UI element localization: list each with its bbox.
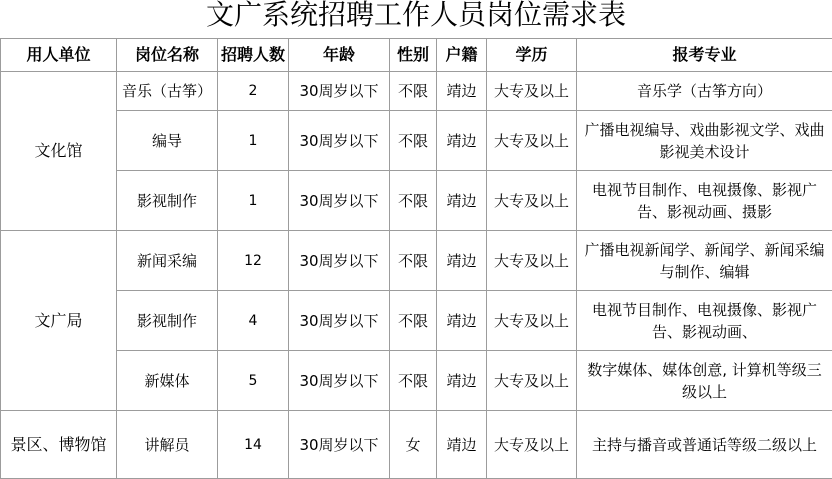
gender-cell: 不限 — [390, 351, 437, 411]
header-hukou: 户籍 — [437, 39, 487, 72]
hukou-cell: 靖边 — [437, 72, 487, 111]
count-cell: 14 — [218, 411, 289, 479]
major-cell: 电视节目制作、电视摄像、影视广告、影视动画、摄影 — [577, 171, 832, 231]
header-major: 报考专业 — [577, 39, 832, 72]
page-title: 文广系统招聘工作人员岗位需求表 — [205, 0, 626, 31]
table-row — [1, 291, 832, 351]
header-count: 招聘人数 — [218, 39, 289, 72]
position-cell: 影视制作 — [117, 171, 218, 231]
major-cell: 广播电视新闻学、新闻学、新闻采编与制作、编辑 — [577, 231, 832, 291]
recruitment-table — [0, 38, 832, 479]
hukou-cell: 靖边 — [437, 171, 487, 231]
table-row — [1, 72, 832, 111]
gender-cell: 女 — [390, 411, 437, 479]
table-row — [1, 231, 832, 291]
header-unit: 用人单位 — [1, 39, 117, 72]
major-cell: 音乐学（古筝方向） — [577, 72, 832, 111]
table-row — [1, 411, 832, 479]
hukou-cell: 靖边 — [437, 231, 487, 291]
gender-cell: 不限 — [390, 171, 437, 231]
count-cell: 1 — [218, 171, 289, 231]
unit-cell: 景区、博物馆 — [1, 411, 117, 479]
header-age: 年龄 — [289, 39, 390, 72]
header-gender: 性别 — [390, 39, 437, 72]
unit-cell: 文化馆 — [1, 72, 117, 231]
major-cell: 电视节目制作、电视摄像、影视广告、影视动画、 — [577, 291, 832, 351]
position-cell: 新媒体 — [117, 351, 218, 411]
education-cell: 大专及以上 — [487, 171, 577, 231]
hukou-cell: 靖边 — [437, 351, 487, 411]
hukou-cell: 靖边 — [437, 411, 487, 479]
count-cell: 5 — [218, 351, 289, 411]
hukou-cell: 靖边 — [437, 291, 487, 351]
major-cell: 广播电视编导、戏曲影视文学、戏曲影视美术设计 — [577, 111, 832, 171]
education-cell: 大专及以上 — [487, 351, 577, 411]
table-row — [1, 171, 832, 231]
count-cell: 2 — [218, 72, 289, 111]
age-cell: 30周岁以下 — [289, 291, 390, 351]
education-cell: 大专及以上 — [487, 291, 577, 351]
age-cell: 30周岁以下 — [289, 171, 390, 231]
education-cell: 大专及以上 — [487, 231, 577, 291]
position-cell: 讲解员 — [117, 411, 218, 479]
header-education: 学历 — [487, 39, 577, 72]
gender-cell: 不限 — [390, 291, 437, 351]
age-cell: 30周岁以下 — [289, 351, 390, 411]
header-position: 岗位名称 — [117, 39, 218, 72]
position-cell: 新闻采编 — [117, 231, 218, 291]
gender-cell: 不限 — [390, 72, 437, 111]
hukou-cell: 靖边 — [437, 111, 487, 171]
age-cell: 30周岁以下 — [289, 231, 390, 291]
unit-cell: 文广局 — [1, 231, 117, 411]
count-cell: 12 — [218, 231, 289, 291]
gender-cell: 不限 — [390, 231, 437, 291]
age-cell: 30周岁以下 — [289, 411, 390, 479]
table-row — [1, 351, 832, 411]
table-row — [1, 111, 832, 171]
major-cell: 主持与播音或普通话等级二级以上 — [577, 411, 832, 479]
position-cell: 影视制作 — [117, 291, 218, 351]
age-cell: 30周岁以下 — [289, 72, 390, 111]
education-cell: 大专及以上 — [487, 72, 577, 111]
header-row — [1, 39, 832, 72]
gender-cell: 不限 — [390, 111, 437, 171]
education-cell: 大专及以上 — [487, 111, 577, 171]
position-cell: 编导 — [117, 111, 218, 171]
position-cell: 音乐（古筝） — [117, 72, 218, 111]
major-cell: 数字媒体、媒体创意, 计算机等级三级以上 — [577, 351, 832, 411]
count-cell: 4 — [218, 291, 289, 351]
education-cell: 大专及以上 — [487, 411, 577, 479]
count-cell: 1 — [218, 111, 289, 171]
age-cell: 30周岁以下 — [289, 111, 390, 171]
